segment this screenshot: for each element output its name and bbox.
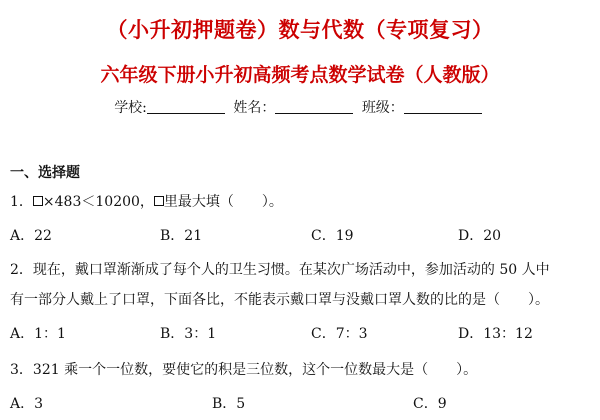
question-2-text-1: 现在，戴口罩渐渐成了每个人的卫生习惯。在某次广场活动中，参加活动的 50 人中 <box>32 262 550 278</box>
question-2-option-c: C．7：3 <box>311 326 368 342</box>
question-2-stem-line2: 有一部分人戴上了口罩，下面各比，不能表示戴口罩与没戴口罩人数的比的是（ ）。 <box>10 292 549 308</box>
question-3-text-1: 321 乘一个一位数，要使它的积是三位数，这个一位数最大是（ ）。 <box>32 362 478 378</box>
exam-title-sub: 六年级下册小升初高频考点数学试卷（人教版） <box>100 64 500 86</box>
question-2-number: 2． <box>10 262 33 278</box>
exam-title-main: （小升初押题卷）数与代数（专项复习） <box>106 18 494 42</box>
question-3-stem <box>10 359 477 379</box>
question-2-option-a: A．1：1 <box>10 326 66 342</box>
question-1-text-a: ×483＜10200， <box>42 194 154 210</box>
class-blank <box>404 99 482 114</box>
question-1-stem <box>10 191 283 211</box>
school-blank <box>147 99 225 114</box>
question-2-stem-line1 <box>10 259 550 279</box>
question-1-number: 1． <box>10 194 33 210</box>
question-2-option-b: B．3：1 <box>160 326 217 342</box>
question-1-option-c: C．19 <box>311 228 354 244</box>
class-label: 班级： <box>361 100 404 116</box>
section-heading: 一、选择题 <box>10 165 80 181</box>
school-label: 学校: <box>114 100 147 116</box>
question-3-option-a: A．3 <box>10 396 44 412</box>
question-1-text-b: 里最大填（ ）。 <box>163 194 283 210</box>
question-1-option-b: B．21 <box>160 228 203 244</box>
question-2-option-d: D．13：12 <box>458 326 533 342</box>
name-blank <box>275 99 353 114</box>
question-3-option-b: B．5 <box>212 396 246 412</box>
student-info-line <box>0 97 600 117</box>
question-1-option-a: A．22 <box>10 228 52 244</box>
question-3-option-c: C．9 <box>413 396 447 412</box>
question-3-number: 3． <box>10 362 33 378</box>
name-label: 姓名： <box>233 100 276 116</box>
blank-box-icon <box>154 196 164 206</box>
blank-box-icon <box>33 196 43 206</box>
question-1-option-d: D．20 <box>458 228 502 244</box>
